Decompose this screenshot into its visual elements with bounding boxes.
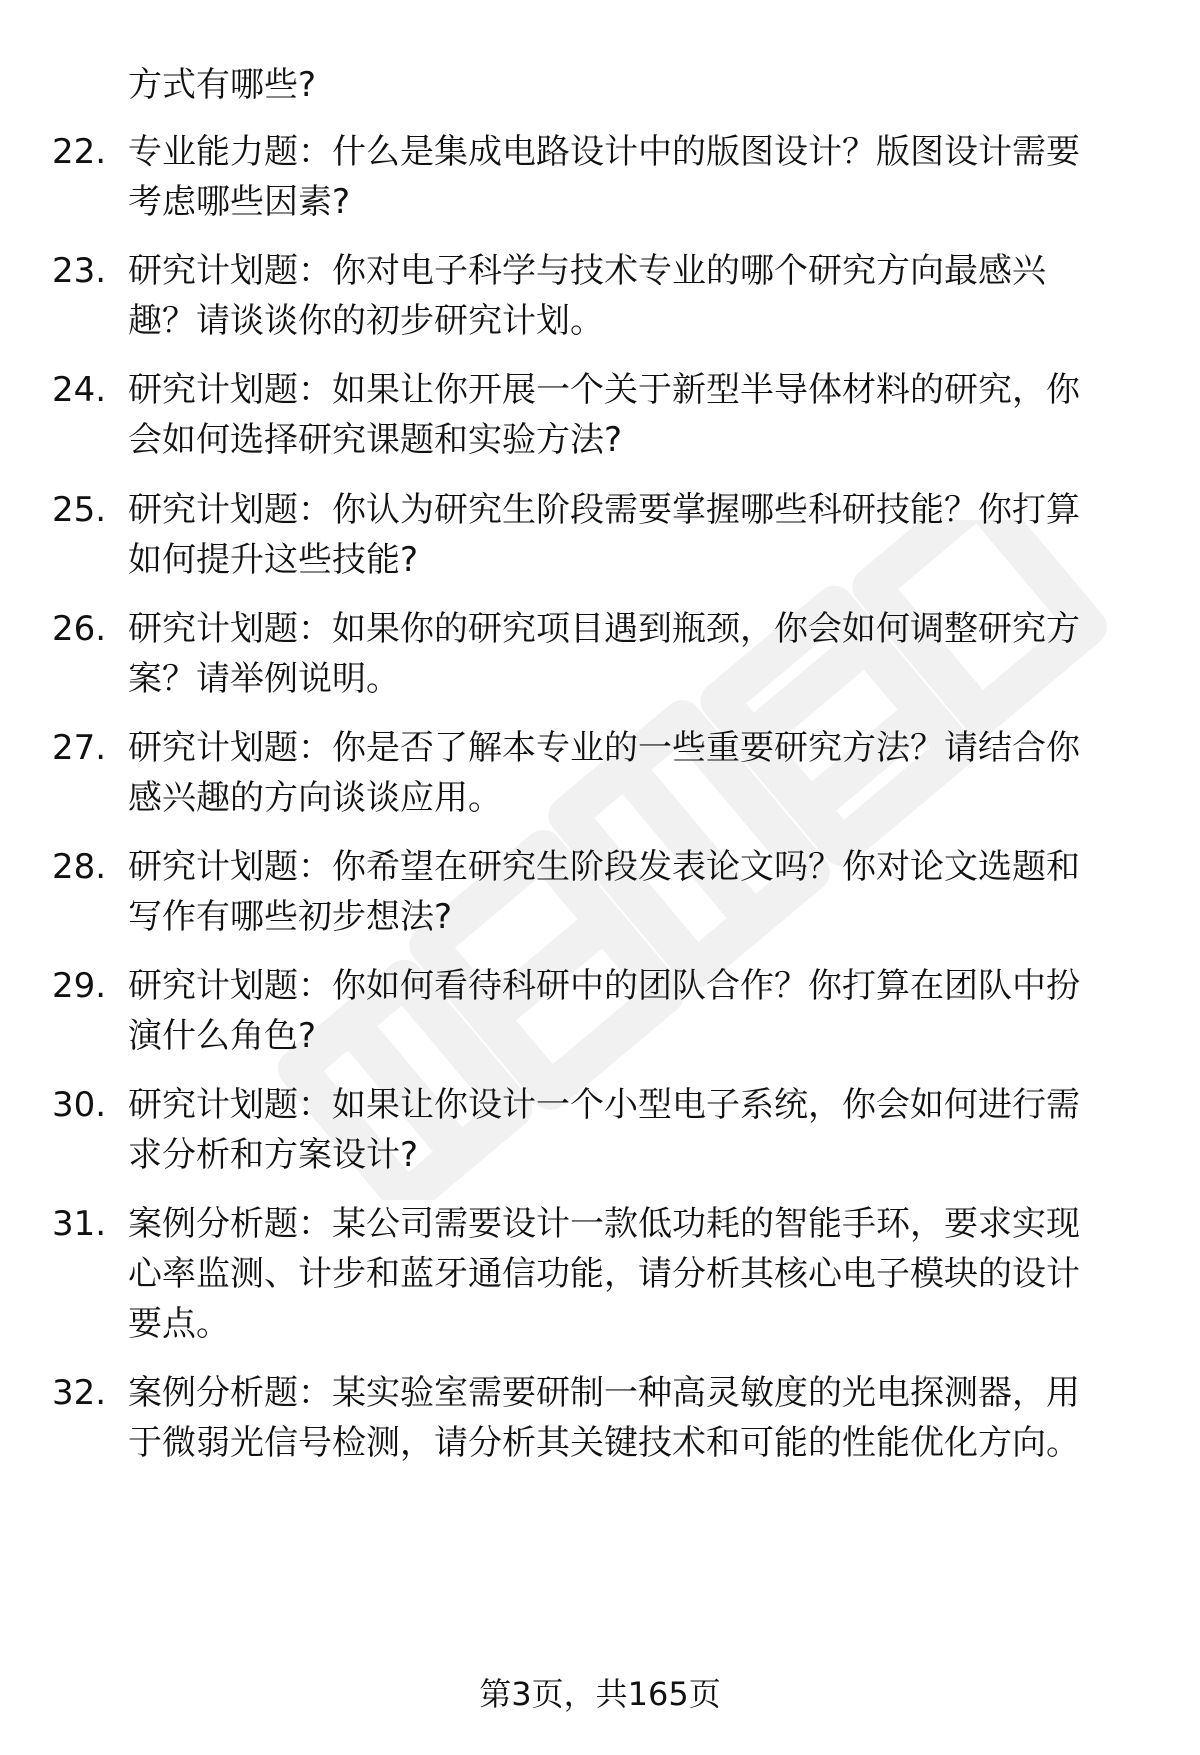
question-text-line: 要点。 xyxy=(128,1304,230,1344)
question-number: 32. xyxy=(52,1373,107,1413)
question-text-line: 趣？请谈谈你的初步研究计划。 xyxy=(128,301,604,341)
page-footer: 第3页，共165页 xyxy=(479,1675,721,1713)
question-text-line: 研究计划题：如果让你开展一个关于新型半导体材料的研究，你 xyxy=(128,370,1080,410)
question-text-line: 研究计划题：如果让你设计一个小型电子系统，你会如何进行需 xyxy=(128,1085,1080,1125)
question-item xyxy=(52,365,1162,465)
question-number: 22. xyxy=(52,132,107,172)
question-item xyxy=(52,1368,1162,1468)
question-text-line: 演什么角色? xyxy=(128,1016,317,1056)
question-item xyxy=(52,842,1162,942)
question-text-line: 会如何选择研究课题和实验方法? xyxy=(128,420,623,460)
question-number: 30. xyxy=(52,1085,107,1125)
question-item xyxy=(52,485,1162,585)
question-number: 23. xyxy=(52,251,107,291)
question-item xyxy=(52,246,1162,346)
question-item xyxy=(52,1199,1162,1349)
question-number: 24. xyxy=(52,370,107,410)
question-text-line: 于微弱光信号检测，请分析其关键技术和可能的性能优化方向。 xyxy=(128,1423,1080,1463)
question-text-line: 写作有哪些初步想法? xyxy=(128,897,453,937)
question-text-line: 感兴趣的方向谈谈应用。 xyxy=(128,778,502,818)
question-text-line: 考虑哪些因素? xyxy=(128,182,351,222)
question-text-line: 案例分析题：某公司需要设计一款低功耗的智能手环，要求实现 xyxy=(128,1204,1080,1244)
question-text-line: 案？请举例说明。 xyxy=(128,659,400,699)
question-number: 29. xyxy=(52,966,107,1006)
question-number: 26. xyxy=(52,609,107,649)
question-text-line: 研究计划题：你是否了解本专业的一些重要研究方法？请结合你 xyxy=(128,728,1080,768)
question-item xyxy=(52,961,1162,1061)
question-text-line: 心率监测、计步和蓝牙通信功能，请分析其核心电子模块的设计 xyxy=(128,1254,1080,1294)
question-number: 27. xyxy=(52,728,107,768)
question-text-line: 研究计划题：如果你的研究项目遇到瓶颈，你会如何调整研究方 xyxy=(128,609,1080,649)
question-text-line: 专业能力题：什么是集成电路设计中的版图设计？版图设计需要 xyxy=(128,132,1080,172)
question-text-line: 研究计划题：你认为研究生阶段需要掌握哪些科研技能？你打算 xyxy=(128,490,1080,530)
question-item xyxy=(52,604,1162,704)
question-text-line: 研究计划题：你如何看待科研中的团队合作？你打算在团队中扮 xyxy=(128,966,1080,1006)
question-text-line: 求分析和方案设计? xyxy=(128,1135,419,1175)
question-text-line: 研究计划题：你对电子科学与技术专业的哪个研究方向最感兴 xyxy=(128,251,1046,291)
question-number: 28. xyxy=(52,847,107,887)
question-item xyxy=(52,1080,1162,1180)
question-item xyxy=(52,723,1162,823)
continuation-line: 方式有哪些? xyxy=(128,65,317,105)
question-text-line: 案例分析题：某实验室需要研制一种高灵敏度的光电探测器，用 xyxy=(128,1373,1080,1413)
question-number: 25. xyxy=(52,490,107,530)
question-text-line: 如何提升这些技能? xyxy=(128,540,419,580)
question-item xyxy=(52,127,1162,227)
question-number: 31. xyxy=(52,1204,107,1244)
question-text-line: 研究计划题：你希望在研究生阶段发表论文吗？你对论文选题和 xyxy=(128,847,1080,887)
